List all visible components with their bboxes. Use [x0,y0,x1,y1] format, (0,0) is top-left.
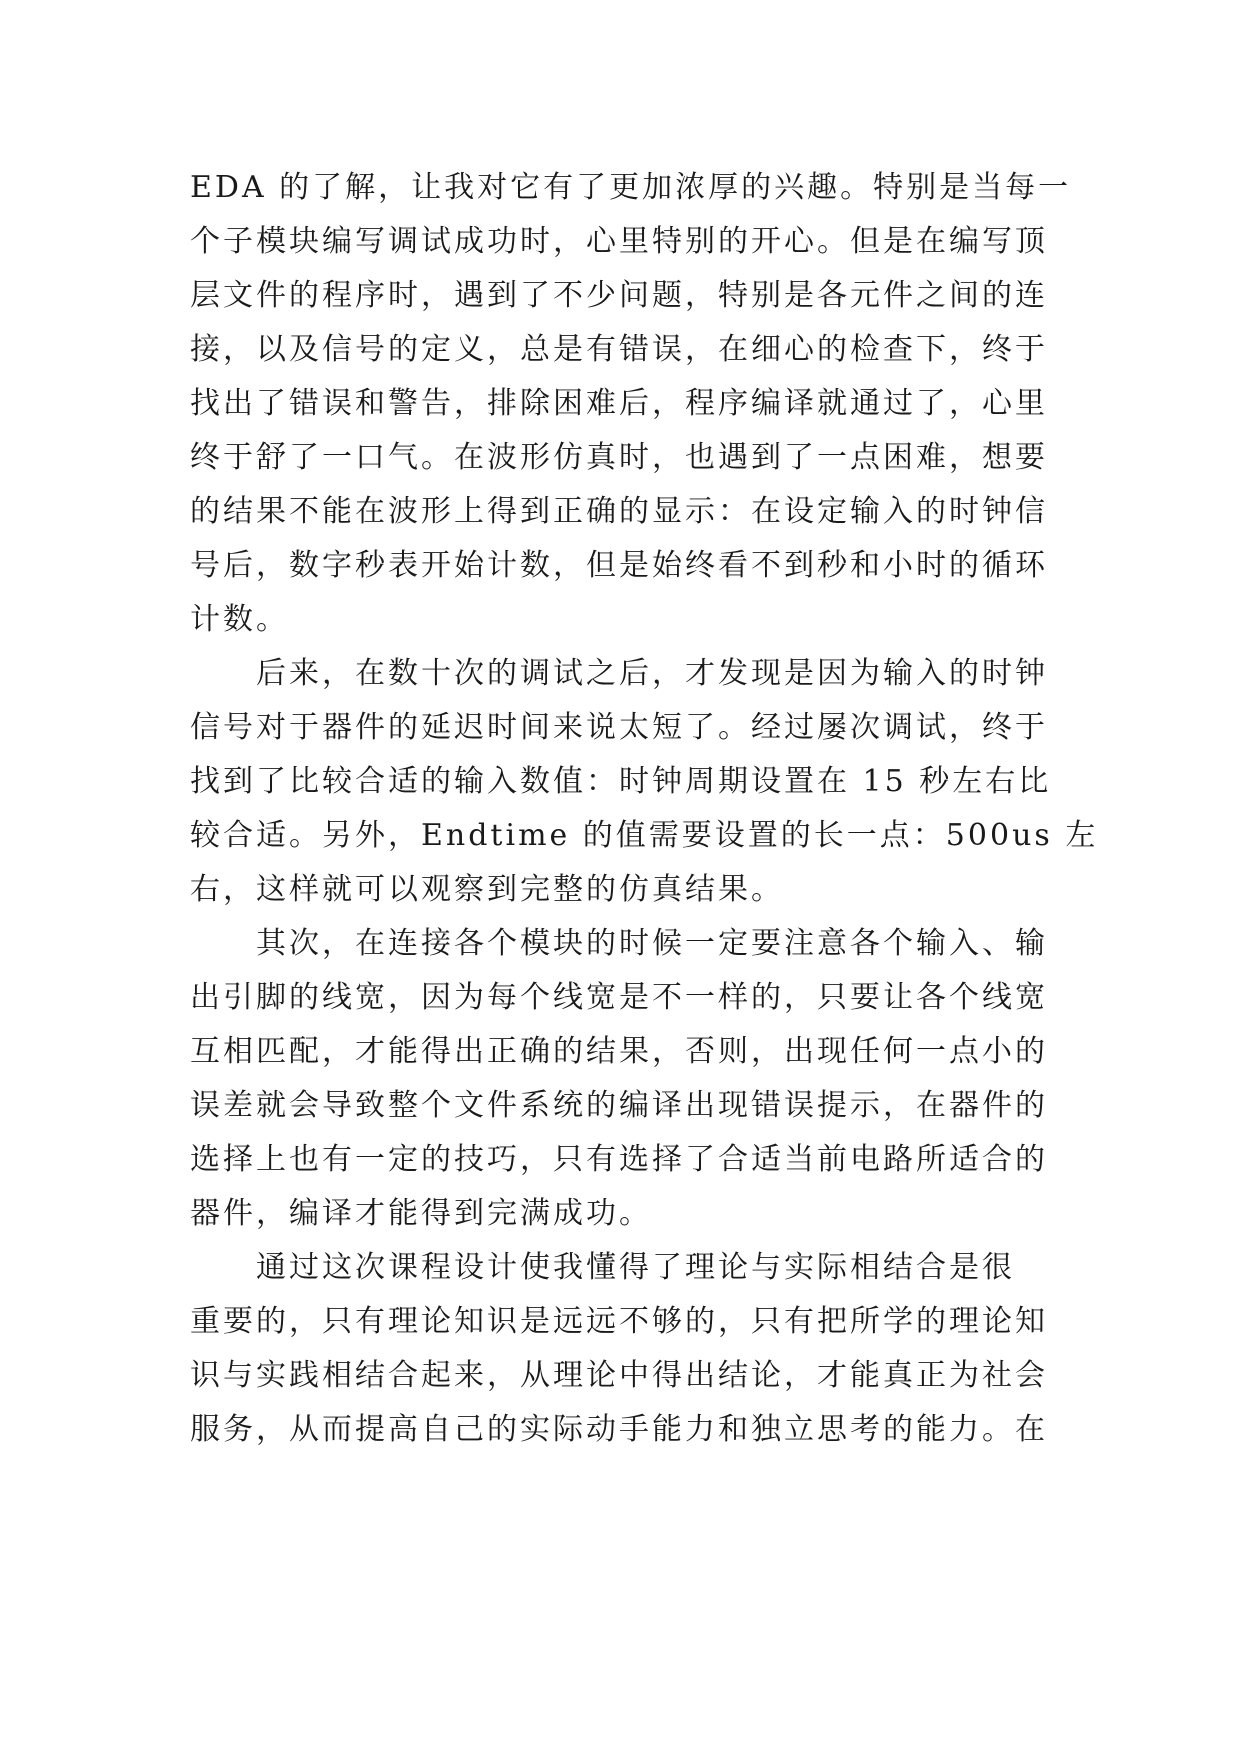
text-line: 后来，在数十次的调试之后，才发现是因为输入的时钟 [190,656,1048,691]
text-line: 个子模块编写调试成功时，心里特别的开心。但是在编写顶 [190,224,1048,259]
text-line: 较合适。另外，Endtime 的值需要设置的长一点：500us 左 [190,818,1099,853]
text-line: 重要的，只有理论知识是远远不够的，只有把所学的理论知 [190,1304,1048,1339]
body-text [190,161,1099,1457]
text-line: 层文件的程序时，遇到了不少问题，特别是各元件之间的连 [190,278,1048,313]
text-line: 的结果不能在波形上得到正确的显示：在设定输入的时钟信 [190,494,1048,529]
text-line: 互相匹配，才能得出正确的结果，否则，出现任何一点小的 [190,1034,1048,1069]
text-line: EDA 的了解，让我对它有了更加浓厚的兴趣。特别是当每一 [190,170,1072,205]
text-line: 终于舒了一口气。在波形仿真时，也遇到了一点困难，想要 [190,440,1048,475]
text-line: 选择上也有一定的技巧，只有选择了合适当前电路所适合的 [190,1142,1048,1177]
text-line: 号后，数字秒表开始计数，但是始终看不到秒和小时的循环 [190,548,1048,583]
text-line: 器件，编译才能得到完满成功。 [190,1196,652,1231]
text-line: 出引脚的线宽，因为每个线宽是不一样的，只要让各个线宽 [190,980,1048,1015]
text-line: 服务，从而提高自己的实际动手能力和独立思考的能力。在 [190,1412,1048,1447]
text-line: 右，这样就可以观察到完整的仿真结果。 [190,872,784,907]
text-line: 通过这次课程设计使我懂得了理论与实际相结合是很 [190,1250,1015,1285]
text-line: 其次，在连接各个模块的时候一定要注意各个输入、输 [190,926,1048,961]
text-line: 接，以及信号的定义，总是有错误，在细心的检查下，终于 [190,332,1048,367]
text-line: 找出了错误和警告，排除困难后，程序编译就通过了，心里 [190,386,1048,421]
text-line: 识与实践相结合起来，从理论中得出结论，才能真正为社会 [190,1358,1048,1393]
text-line: 信号对于器件的延迟时间来说太短了。经过屡次调试，终于 [190,710,1048,745]
text-line: 误差就会导致整个文件系统的编译出现错误提示，在器件的 [190,1088,1048,1123]
text-line: 计数。 [190,602,289,637]
text-line: 找到了比较合适的输入数值：时钟周期设置在 15 秒左右比 [190,764,1052,799]
